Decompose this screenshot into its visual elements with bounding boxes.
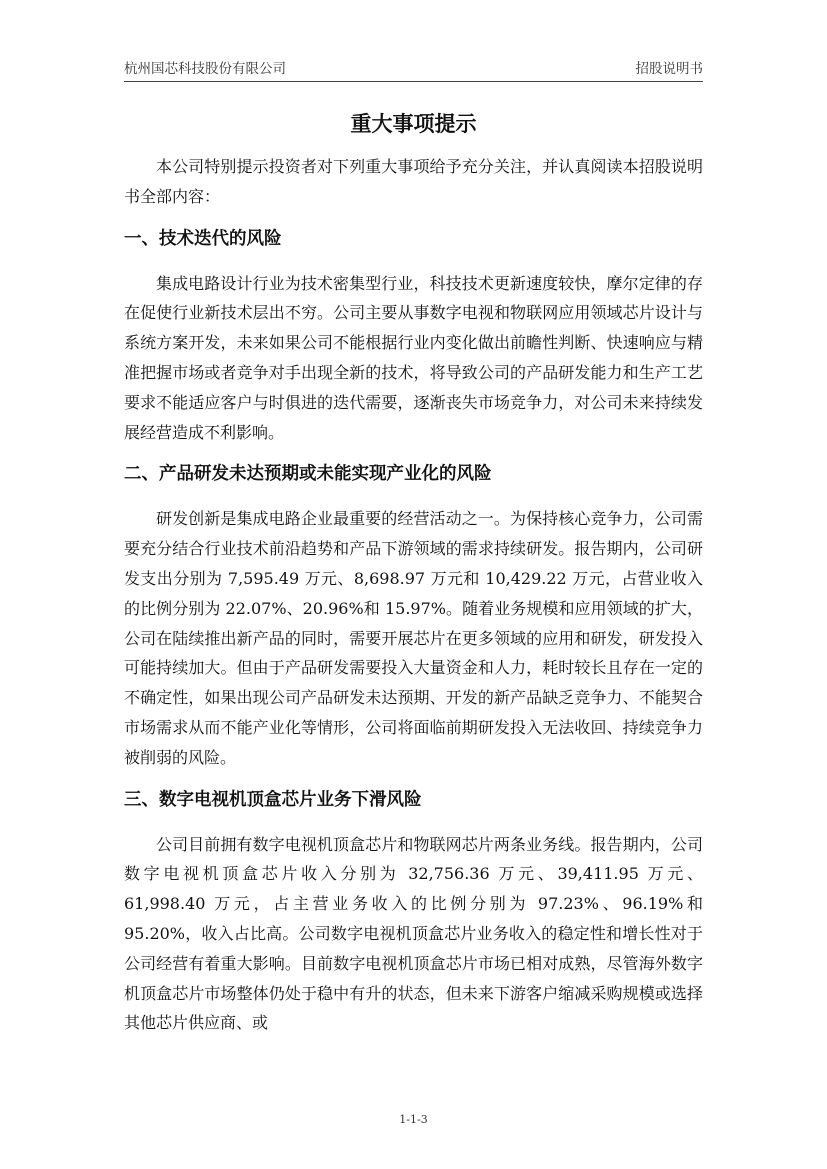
section-body-stb-decline: 公司目前拥有数字电视机顶盒芯片和物联网芯片两条业务线。报告期内，公司数字电视机顶盒芯片收入分别为 32,756.36 万元、39,411.95 万元、61,998.40 万元，占主营业务收入的比例分别为 97.23%、96.19%和 95.20%，收入占比高。公司数字电视机顶盒芯片业务收入的稳定性和增长性对于公司经营有着重大影响。目前数字电视机顶盒芯片市场已相对成熟，尽管海外数字机顶盒芯片市场整体仍处于稳中有升的状态，但未来下游客户缩减采购规模或选择其他芯片供应商、或 <box>124 834 703 1033</box>
section-body-tech-iteration: 集成电路设计行业为技术密集型行业，科技技术更新速度较快，摩尔定律的存在促使行业新技术层出不穷。公司主要从事数字电视和物联网应用领域芯片设计与系统方案开发，未来如果公司不能根据行业内变化做出前瞻性判断、快速响应与精准把握市场或者竞争对手出现全新的技术，将导致公司的产品研发能力和生产工艺要求不能适应客户与时俱进的迭代需要，逐渐丧失市场竞争力，对公司未来持续发展经营造成不利影响。 <box>124 273 703 442</box>
section-heading-tech-iteration: 一、技术迭代的风险 <box>124 228 282 249</box>
document-body <box>124 152 703 1038</box>
page-title: 重大事项提示 <box>350 112 477 136</box>
header-divider <box>124 81 703 82</box>
page-number: 1-1-3 <box>399 1113 428 1126</box>
section-heading-stb-decline: 三、数字电视机顶盒芯片业务下滑风险 <box>124 789 422 810</box>
page-header <box>124 57 703 81</box>
header-company-name: 杭州国芯科技股份有限公司 <box>124 61 286 77</box>
section-heading-rd-risk: 二、产品研发未达预期或未能实现产业化的风险 <box>124 464 492 485</box>
intro-paragraph: 本公司特别提示投资者对下列重大事项给予充分关注，并认真阅读本招股说明书全部内容： <box>124 157 703 206</box>
header-document-type: 招股说明书 <box>635 61 703 77</box>
section-body-rd-risk: 研发创新是集成电路企业最重要的经营活动之一。为保持核心竞争力，公司需要充分结合行业技术前沿趋势和产品下游领域的需求持续研发。报告期内，公司研发支出分别为 7,595.49 万元、8,698.97 万元和 10,429.22 万元，占营业收入的比例分别为 22.07%、20.96%和 15.97%。随着业务规模和应用领域的扩大，公司在陆续推出新产品的同时，需要开展芯片在更多领域的应用和研发，研发投入可能持续加大。但由于产品研发需要投入大量资金和人力，耗时较长且存在一定的不确定性，如果出现公司产品研发未达预期、开发的新产品缺乏竞争力、不能契合市场需求从而不能产业化等情形，公司将面临前期研发投入无法收回、持续竞争力被削弱的风险。 <box>124 509 703 767</box>
